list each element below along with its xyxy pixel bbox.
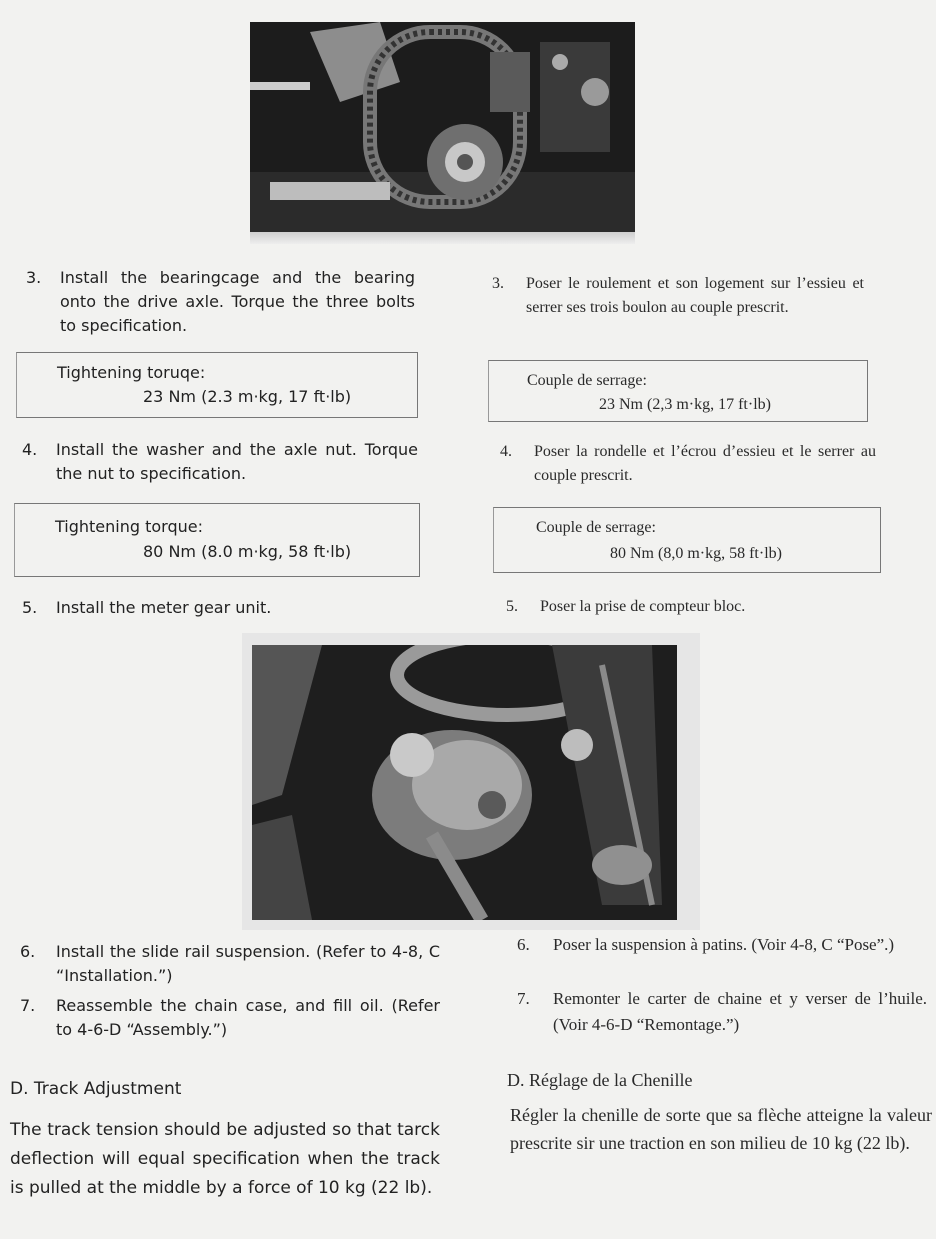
spec-value: 23 Nm (2.3 m·kg, 17 ft·lb)	[143, 387, 352, 406]
spec-value: 23 Nm (2,3 m·kg, 17 ft·lb)	[599, 396, 771, 413]
step-number: 6.	[517, 935, 530, 954]
spec-label: Tightening toruqe:	[57, 363, 206, 382]
step-text: Install the meter gear unit.	[56, 598, 272, 617]
step-text: Install the bearingcage and the bearing onto the drive axle. Torque the three bolts to specification.	[60, 268, 415, 335]
spec-value: 80 Nm (8.0 m·kg, 58 ft·lb)	[143, 542, 352, 561]
step-number: 7.	[517, 989, 530, 1008]
step-text: Poser la suspension à patins. (Voir 4-8, C “Pose”.)	[553, 935, 895, 954]
step-number: 5.	[506, 598, 518, 615]
step-6-en	[20, 940, 440, 990]
spec-label: Couple de serrage:	[536, 519, 656, 536]
step-3-fr	[492, 272, 864, 346]
step-text: Poser le roulement et son logement sur l’essieu et serrer ses trois boulon au couple prescrit.	[526, 275, 864, 316]
step-5-fr	[506, 595, 878, 621]
torque-spec-box-2-fr	[493, 507, 881, 573]
step-6-fr	[517, 932, 927, 986]
photo1-edge-shadow	[250, 232, 635, 244]
step-7-fr	[517, 986, 927, 1040]
chain-sprocket-photo	[250, 22, 635, 232]
torque-spec-box-1-en	[16, 352, 418, 418]
step-text: Remonter le carter de chaine et y verser de l’huile. (Voir 4-6-D “Remontage.”)	[553, 989, 927, 1034]
spec-label: Couple de serrage:	[527, 372, 647, 389]
step-text: Reassemble the chain case, and fill oil. (Refer to 4-6-D “Assembly.”)	[56, 996, 440, 1039]
step-number: 5.	[22, 598, 38, 617]
step-3-en	[26, 266, 416, 338]
step-text: Install the washer and the axle nut. Torque the nut to specification.	[56, 440, 418, 483]
step-5-en	[22, 596, 418, 622]
section-body-en: The track tension should be adjusted so that tarck deflection will equal specification when the track is pulled at the middle by a force of 10 kg (22 lb).	[10, 1120, 440, 1198]
spec-label: Tightening torque:	[55, 517, 203, 536]
step-number: 3.	[492, 275, 504, 292]
step-number: 6.	[20, 942, 36, 961]
step-number: 3.	[26, 268, 42, 287]
meter-gear-unit-photo	[252, 645, 677, 920]
spec-value: 80 Nm (8,0 m·kg, 58 ft·lb)	[610, 545, 782, 562]
step-text: Install the slide rail suspension. (Refer to 4-8, C “Installation.”)	[56, 942, 440, 985]
section-heading-fr: D. Réglage de la Chenille	[507, 1070, 693, 1090]
section-heading-en: D. Track Adjustment	[10, 1079, 182, 1099]
step-text: Poser la rondelle et l’écrou d’essieu et le serrer au couple prescrit.	[534, 443, 876, 484]
step-number: 4.	[22, 440, 38, 459]
section-body-fr: Régler la chenille de sorte que sa flèche atteigne la valeur prescrite sir une traction en son milieu de 10 kg (22 lb).	[510, 1105, 932, 1153]
step-number: 4.	[500, 443, 512, 460]
step-4-en	[22, 438, 418, 488]
step-4-fr	[500, 440, 876, 490]
torque-spec-box-1-fr	[488, 360, 868, 422]
step-text: Poser la prise de compteur bloc.	[540, 598, 746, 615]
torque-spec-box-2-en	[14, 503, 420, 577]
step-7-en	[20, 994, 440, 1044]
step-number: 7.	[20, 996, 36, 1015]
